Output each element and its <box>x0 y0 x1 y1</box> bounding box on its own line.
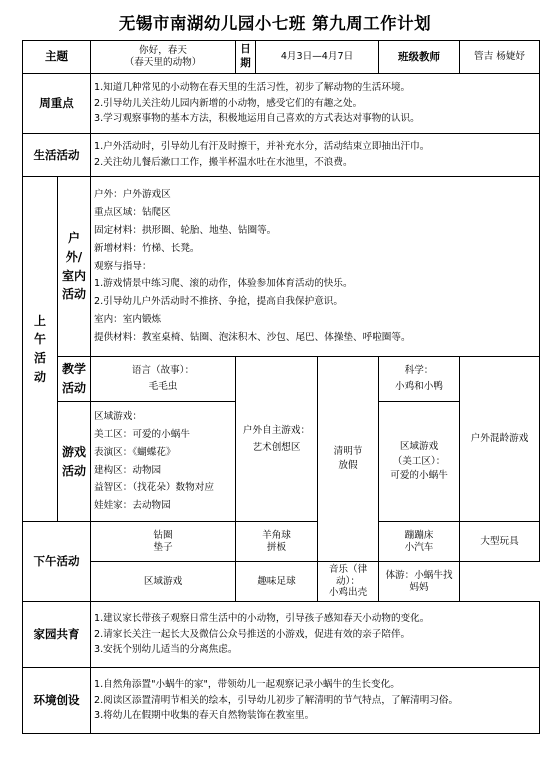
list-item: 1.自然角添置"小蜗牛的家"，带领幼儿一起观察记录小蜗牛的生长变化。 <box>94 678 400 690</box>
list-item: 1.知道几种常见的小动物在春天里的生活习性，初步了解动物的生活环境。 <box>94 81 411 93</box>
life-label: 生活活动 <box>23 134 91 177</box>
life-row <box>23 134 540 177</box>
list-item: 娃娃家：去动物园 <box>94 500 171 512</box>
afternoon-tuesday-top: 羊角球 拼板 <box>236 522 318 562</box>
family-row <box>23 602 540 668</box>
date-value: 4月3日—4月7日 <box>256 41 379 74</box>
afternoon-friday-top: 大型玩具 <box>460 522 540 562</box>
environment-content <box>91 668 540 734</box>
theme-label: 主题 <box>23 41 91 74</box>
focus-row <box>23 74 540 134</box>
morning-label: 上午活动 <box>23 177 58 522</box>
outdoor-row <box>23 177 540 357</box>
list-item: 区域游戏： <box>94 410 142 422</box>
afternoon-monday-bottom: 区域游戏 <box>91 562 236 602</box>
games-thursday: 区域游戏 （美工区）： 可爱的小蜗牛 <box>379 402 460 522</box>
life-content <box>91 134 540 177</box>
list-item: 建构区：动物园 <box>94 464 162 476</box>
games-outdoor-free: 户外自主游戏： 艺术创想区 <box>236 357 318 522</box>
list-item: 室内：室内锻炼 <box>94 314 162 326</box>
list-item: 2.阅读区添置清明节相关的绘本，引导幼儿初步了解清明的节气特点，了解清明习俗。 <box>94 694 459 706</box>
header-row <box>23 41 540 74</box>
afternoon-thursday-bottom: 音乐（律动）： 小鸡出壳 <box>318 562 379 602</box>
list-item: 3.将幼儿在假期中收集的春天自然物装饰在教室里。 <box>94 710 315 722</box>
theme-value: 你好，春天 （春天里的动物） <box>91 41 236 74</box>
family-label: 家园共育 <box>23 602 91 668</box>
outdoor-label: 户外/室内活动 <box>58 177 91 357</box>
list-item: 1.户外活动时，引导幼儿有汗及时擦干，并补充水分，活动结束立即抽出汗巾。 <box>94 141 430 153</box>
afternoon-tuesday-bottom: 趣味足球 <box>236 562 318 602</box>
list-item: 重点区域：钻爬区 <box>94 206 171 218</box>
afternoon-monday-top: 钻圈 垫子 <box>91 522 236 562</box>
list-item: 表演区：《蝴蝶花》 <box>94 446 176 458</box>
holiday-cell: 清明节 放假 <box>318 357 379 562</box>
list-item: 2.关注幼儿餐后漱口工作，搬半杯温水吐在水池里，不浪费。 <box>94 157 353 168</box>
teacher-label: 班级教师 <box>379 41 460 74</box>
list-item: 固定材料：拱形圈、轮胎、地垫、钻圈等。 <box>94 224 277 236</box>
list-item: 观察与指导： <box>94 260 152 272</box>
list-item: 提供材料：教室桌椅、钻圈、泡沫积木、沙包、尾巴、体操垫、呼啦圈等。 <box>94 332 411 344</box>
list-item: 1.游戏情景中练习爬、滚的动作，体验参加体育活动的快乐。 <box>94 278 353 290</box>
list-item: 新增材料：竹梯、长凳。 <box>94 242 200 254</box>
afternoon-label: 下午活动 <box>23 522 91 602</box>
teacher-value: 管吉 杨婕妤 <box>460 41 540 74</box>
afternoon-thursday-top: 蹦蹦床 小汽车 <box>379 522 460 562</box>
list-item: 户外：户外游戏区 <box>94 188 171 200</box>
list-item: 1.建议家长带孩子观察日常生活中的小动物，引导孩子感知春天小动物的变化。 <box>94 612 430 624</box>
date-label: 日期 <box>236 41 256 74</box>
games-area <box>91 402 236 522</box>
list-item: 3.安抚个别幼儿适当的分离焦虑。 <box>94 644 238 656</box>
page-title: 无锡市南湖幼儿园小七班 第九周工作计划 <box>118 14 432 33</box>
list-item: 2.引导幼儿户外活动时不推挤、争抢，提高自我保护意识。 <box>94 296 343 308</box>
list-item: 益智区：（找花朵）数物对应 <box>94 482 214 494</box>
outdoor-content <box>91 177 540 357</box>
environment-label: 环境创设 <box>23 668 91 734</box>
list-item: 2.引导幼儿关注幼儿园内新增的小动物，感受它们的有趣之处。 <box>94 97 363 109</box>
teaching-science: 科学： 小鸡和小鸭 <box>379 357 460 402</box>
afternoon-row-bottom <box>23 562 540 602</box>
teaching-language: 语言（故事）： 毛毛虫 <box>91 357 236 402</box>
weekly-plan-table <box>22 40 540 734</box>
afternoon-friday-bottom: 体游：小蜗牛找 妈妈 <box>379 562 460 602</box>
afternoon-row-top <box>23 522 540 562</box>
family-content <box>91 602 540 668</box>
focus-content <box>91 74 540 134</box>
list-item: 美工区：可爱的小蜗牛 <box>94 428 190 440</box>
list-item: 2.请家长关注一起长大及微信公众号推送的小游戏，促进有效的亲子陪伴。 <box>94 628 411 640</box>
focus-label: 周重点 <box>23 74 91 134</box>
teaching-row <box>23 357 540 402</box>
teaching-label: 教学活动 <box>58 357 91 402</box>
games-label: 游戏活动 <box>58 402 91 522</box>
list-item: 3.学习观察事物的基本方法，积极地运用自己喜欢的方式表达对事物的认识。 <box>94 113 420 125</box>
environment-row <box>23 668 540 734</box>
games-friday: 户外混龄游戏 <box>460 357 540 522</box>
